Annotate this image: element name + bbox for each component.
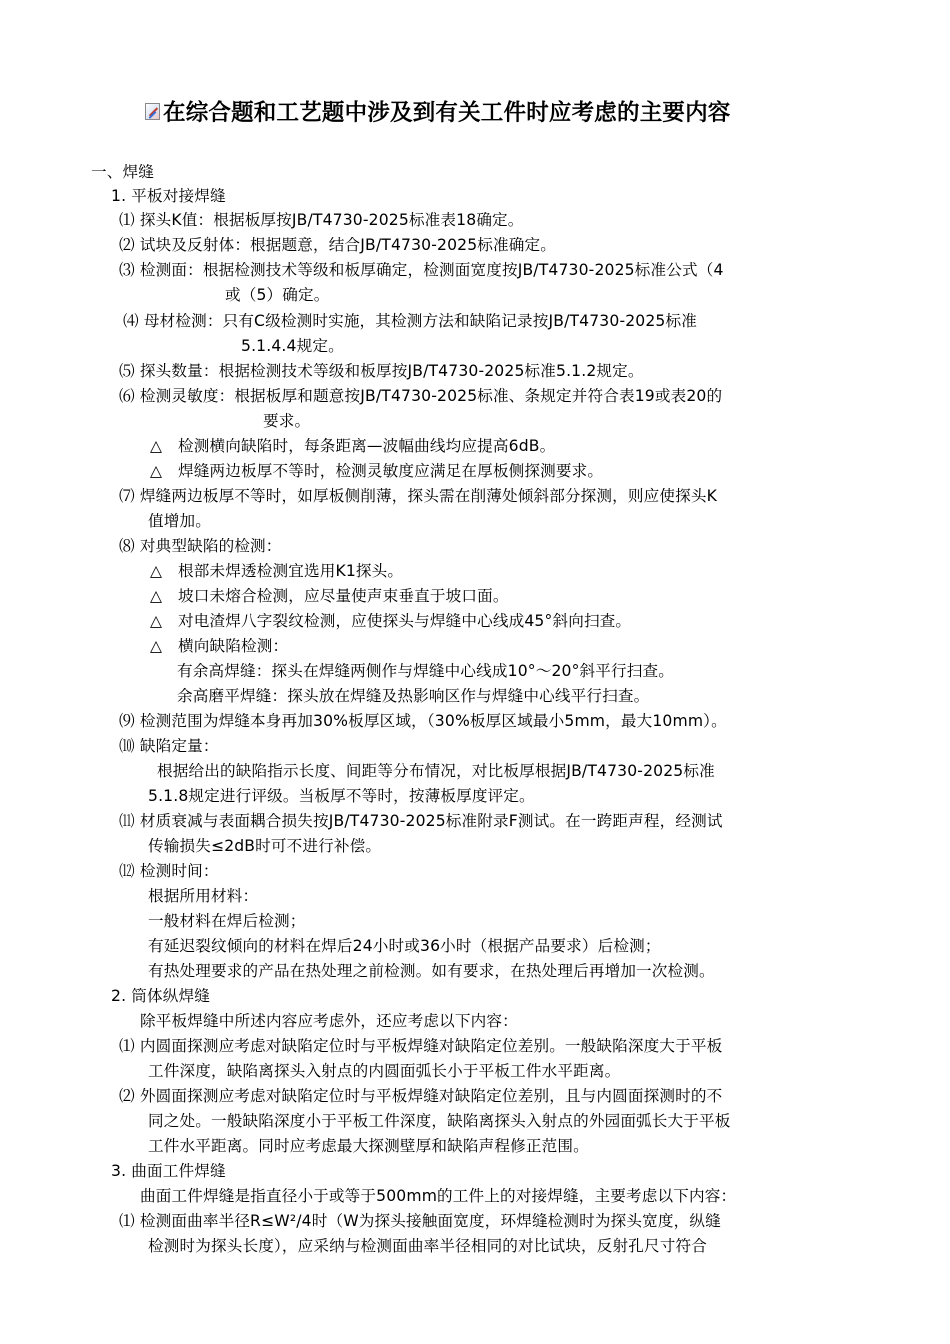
bullet-item xyxy=(150,634,288,658)
bullet-item xyxy=(150,584,509,608)
list-item-continuation: 工件水平距离。同时应考虑最大探测壁厚和缺陷声程修正范围。 xyxy=(148,1137,589,1155)
list-item-continuation: 5.1.4.4规定。 xyxy=(241,337,344,355)
indented-text: 有热处理要求的产品在热处理之前检测。如有要求，在热处理后再增加一次检测。 xyxy=(148,962,715,980)
indented-text: 有余高焊缝：探头在焊缝两侧作与焊缝中心线成10°～20°斜平行扫查。 xyxy=(177,662,675,680)
list-item: ⑺ 焊缝两边板厚不等时，如厚板侧削薄，探头需在削薄处倾斜部分探测，则应使探头K xyxy=(119,487,718,505)
list-item: ⑷ 母材检测：只有C级检测时实施，其检测方法和缺陷记录按JB/T4730-2025标准 xyxy=(123,312,697,330)
triangle-bullet-icon: △ xyxy=(150,462,163,480)
list-item-continuation: 值增加。 xyxy=(148,512,211,530)
list-item-continuation: 或（5）确定。 xyxy=(225,286,330,304)
document-title: 在综合题和工艺题中涉及到有关工件时应考虑的主要内容 xyxy=(163,100,731,126)
triangle-bullet-icon: △ xyxy=(150,612,163,630)
subsection-heading: 3. 曲面工件焊缝 xyxy=(111,1162,226,1180)
indented-text: 根据给出的缺陷指示长度、间距等分布情况，对比板厚根据JB/T4730-2025标准 xyxy=(157,762,715,780)
list-item: ⑿ 检测时间： xyxy=(119,862,219,880)
bullet-text: 检测横向缺陷时，每条距离—波幅曲线均应提高6dB。 xyxy=(178,437,556,455)
list-item: ⑴ 检测面曲率半径R≤W²/4时（W为探头接触面宽度，环焊缝检测时为探头宽度，纵缝 xyxy=(119,1212,721,1230)
bullet-text: 焊缝两边板厚不等时，检测灵敏度应满足在厚板侧探测要求。 xyxy=(178,462,604,480)
list-item: ⑶ 检测面：根据检测技术等级和板厚确定，检测面宽度按JB/T4730-2025标准公式（4 xyxy=(119,261,724,279)
list-item-continuation: 传输损失≤2dB时可不进行补偿。 xyxy=(148,837,382,855)
list-item: ⑸ 探头数量：根据检测技术等级和板厚按JB/T4730-2025标准5.1.2规定。 xyxy=(119,362,644,380)
list-item: ⑹ 检测灵敏度：根据板厚和题意按JB/T4730-2025标准、条规定并符合表19或表20的 xyxy=(119,387,723,405)
triangle-bullet-icon: △ xyxy=(150,637,163,655)
bullet-text: 根部未焊透检测宜选用K1探头。 xyxy=(178,562,404,580)
bullet-text: 对电渣焊八字裂纹检测，应使探头与焊缝中心线成45°斜向扫查。 xyxy=(178,612,632,630)
list-item: ⑴ 探头K值：根据板厚按JB/T4730-2025标准表18确定。 xyxy=(119,211,524,229)
subsection-heading: 1. 平板对接焊缝 xyxy=(111,187,226,205)
list-item: ⑻ 对典型缺陷的检测： xyxy=(119,537,282,555)
document-title-row xyxy=(145,94,845,128)
indented-text: 除平板焊缝中所述内容应考虑外，还应考虑以下内容： xyxy=(140,1012,518,1030)
bullet-text: 坡口未熔合检测，应尽量使声束垂直于坡口面。 xyxy=(178,587,509,605)
list-item: ⑼ 检测范围为焊缝本身再加30%板厚区域，（30%板厚区域最小5mm，最大10mm）。 xyxy=(119,712,727,730)
section-heading: 一、焊缝 xyxy=(91,163,154,181)
list-item-continuation: 工件深度，缺陷离探头入射点的内圆面弧长小于平板工件水平距离。 xyxy=(148,1062,621,1080)
list-item: ⑵ 试块及反射体：根据题意，结合JB/T4730-2025标准确定。 xyxy=(119,236,557,254)
bullet-item xyxy=(150,434,555,458)
broken-image-icon xyxy=(145,103,160,120)
list-item-continuation: 检测时为探头长度），应采纳与检测面曲率半径相同的对比试块，反射孔尺寸符合 xyxy=(148,1237,707,1255)
triangle-bullet-icon: △ xyxy=(150,437,163,455)
list-item: ⑵ 外圆面探测应考虑对缺陷定位时与平板焊缝对缺陷定位差别，且与内圆面探测时的不 xyxy=(119,1087,723,1105)
list-item: ⑽ 缺陷定量： xyxy=(119,737,219,755)
list-item: ⑾ 材质衰减与表面耦合损失按JB/T4730-2025标准附录F测试。在一跨距声程，经测试 xyxy=(119,812,723,830)
bullet-item xyxy=(150,559,403,583)
list-item: ⑴ 内圆面探测应考虑对缺陷定位时与平板焊缝对缺陷定位差别。一般缺陷深度大于平板 xyxy=(119,1037,723,1055)
indented-text: 有延迟裂纹倾向的材料在焊后24小时或36小时（根据产品要求）后检测； xyxy=(148,937,661,955)
bullet-text: 横向缺陷检测： xyxy=(178,637,289,655)
bullet-item xyxy=(150,459,603,483)
triangle-bullet-icon: △ xyxy=(150,562,163,580)
list-item-continuation: 要求。 xyxy=(263,412,311,430)
indented-text: 一般材料在焊后检测； xyxy=(148,912,306,930)
triangle-bullet-icon: △ xyxy=(150,587,163,605)
subsection-heading: 2. 筒体纵焊缝 xyxy=(111,987,211,1005)
indented-text: 余高磨平焊缝：探头放在焊缝及热影响区作与焊缝中心线平行扫查。 xyxy=(177,687,650,705)
bullet-item xyxy=(150,609,631,633)
list-item-continuation: 5.1.8规定进行评级。当板厚不等时，按薄板厚度评定。 xyxy=(148,787,535,805)
list-item-continuation: 同之处。一般缺陷深度小于平板工件深度，缺陷离探头入射点的外园面弧长大于平板 xyxy=(148,1112,731,1130)
indented-text: 根据所用材料： xyxy=(148,887,259,905)
indented-text: 曲面工件焊缝是指直径小于或等于500mm的工件上的对接焊缝，主要考虑以下内容： xyxy=(140,1187,737,1205)
